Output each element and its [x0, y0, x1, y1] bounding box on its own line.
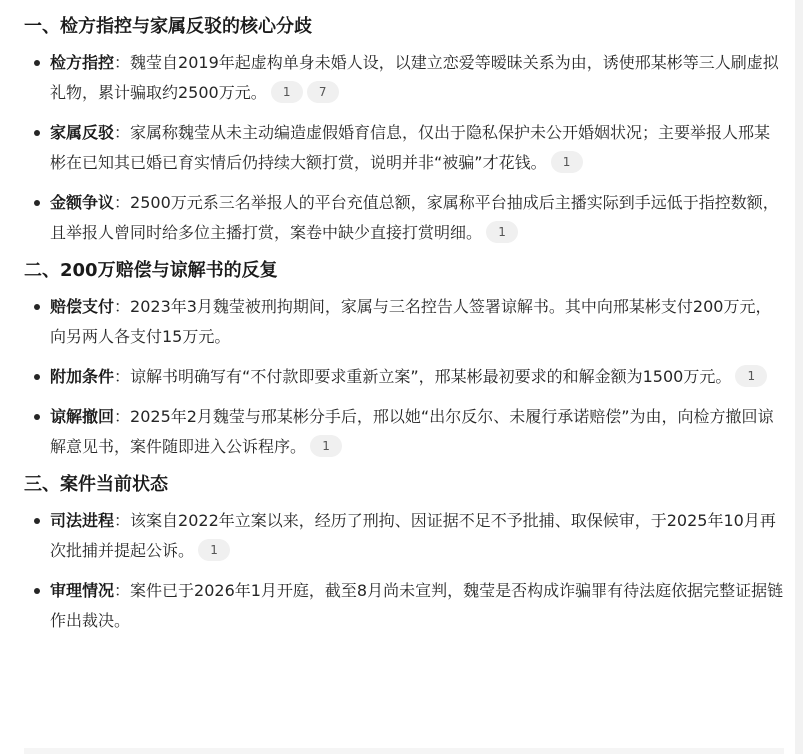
citation-badge[interactable]: 1	[198, 539, 230, 561]
item-term: 附加条件	[50, 367, 115, 386]
citation-badge[interactable]: 1	[310, 435, 342, 457]
section-title: 三、案件当前状态	[24, 474, 168, 495]
bullet-dot	[34, 588, 40, 594]
section-title: 一、检方指控与家属反驳的核心分歧	[24, 16, 312, 37]
citation-badge[interactable]: 1	[551, 151, 583, 173]
item-term: 金额争议	[50, 193, 115, 212]
item-term: 检方指控	[50, 53, 115, 72]
item-separator: ：	[114, 511, 131, 530]
item-separator: ：	[114, 193, 131, 212]
citation-badge[interactable]: 1	[486, 221, 518, 243]
list-item	[24, 118, 784, 178]
section-list	[24, 506, 784, 636]
list-item	[24, 402, 784, 462]
item-text: 该案自2022年立案以来，经历了刑拘、因证据不足不予批捕、取保候审，于2025年10月再次批捕并提起公诉。	[50, 511, 776, 560]
item-separator: ：	[114, 407, 131, 426]
list-item	[24, 48, 784, 108]
item-separator: ：	[114, 297, 131, 316]
list-item	[24, 188, 784, 248]
bullet-dot	[34, 60, 40, 66]
item-separator: ：	[114, 367, 131, 386]
item-text: 2500万元系三名举报人的平台充值总额，家属称平台抽成后主播实际到手远低于指控数额，且举报人曾同时给多位主播打赏，案卷中缺少直接打赏明细。	[50, 193, 779, 242]
item-text: 2025年2月魏莹与邢某彬分手后，邢以她“出尔反尔、未履行承诺赔偿”为由，向检方撤回谅解意见书，案件随即进入公诉程序。	[50, 407, 774, 456]
section-title: 二、200万赔偿与谅解书的反复	[24, 260, 278, 281]
citation-badge[interactable]: 1	[271, 81, 303, 103]
item-term: 赔偿支付	[50, 297, 115, 316]
list-item	[24, 362, 784, 392]
item-separator: ：	[114, 53, 131, 72]
bullet-dot	[34, 374, 40, 380]
bullet-dot	[34, 518, 40, 524]
item-text: 魏莹自2019年起虚构单身未婚人设，以建立恋爱等暧昧关系为由，诱使邢某彬等三人刷虚拟礼物，累计骗取约2500万元。	[50, 53, 779, 102]
section-list	[24, 48, 784, 248]
scrollbar-track[interactable]	[795, 0, 803, 754]
item-text: 家属称魏莹从未主动编造虚假婚育信息，仅出于隐私保护未公开婚姻状况；主要举报人邢某彬在已知其已婚已育实情后仍持续大额打赏，说明并非“被骗”才花钱。	[50, 123, 771, 172]
bullet-dot	[34, 130, 40, 136]
section-list	[24, 292, 784, 462]
list-item	[24, 292, 784, 352]
bullet-dot	[34, 414, 40, 420]
next-block-edge	[24, 748, 784, 754]
item-text: 案件已于2026年1月开庭，截至8月尚未宣判，魏莹是否构成诈骗罪有待法庭依据完整证据链作出裁决。	[50, 581, 784, 630]
item-term: 家属反驳	[50, 123, 115, 142]
bullet-dot	[34, 200, 40, 206]
citation-badge[interactable]: 7	[307, 81, 339, 103]
item-text: 谅解书明确写有“不付款即要求重新立案”，邢某彬最初要求的和解金额为1500万元。	[130, 367, 732, 386]
list-item	[24, 576, 784, 636]
list-item	[24, 506, 784, 566]
item-separator: ：	[114, 123, 131, 142]
item-term: 谅解撤回	[50, 407, 115, 426]
item-term: 司法进程	[50, 511, 115, 530]
item-term: 审理情况	[50, 581, 115, 600]
citation-badge[interactable]: 1	[735, 365, 767, 387]
article-content	[24, 0, 784, 646]
item-separator: ：	[114, 581, 131, 600]
bullet-dot	[34, 304, 40, 310]
item-text: 2023年3月魏莹被刑拘期间，家属与三名控告人签署谅解书。其中向邢某彬支付200万元，向另两人各支付15万元。	[50, 297, 772, 346]
